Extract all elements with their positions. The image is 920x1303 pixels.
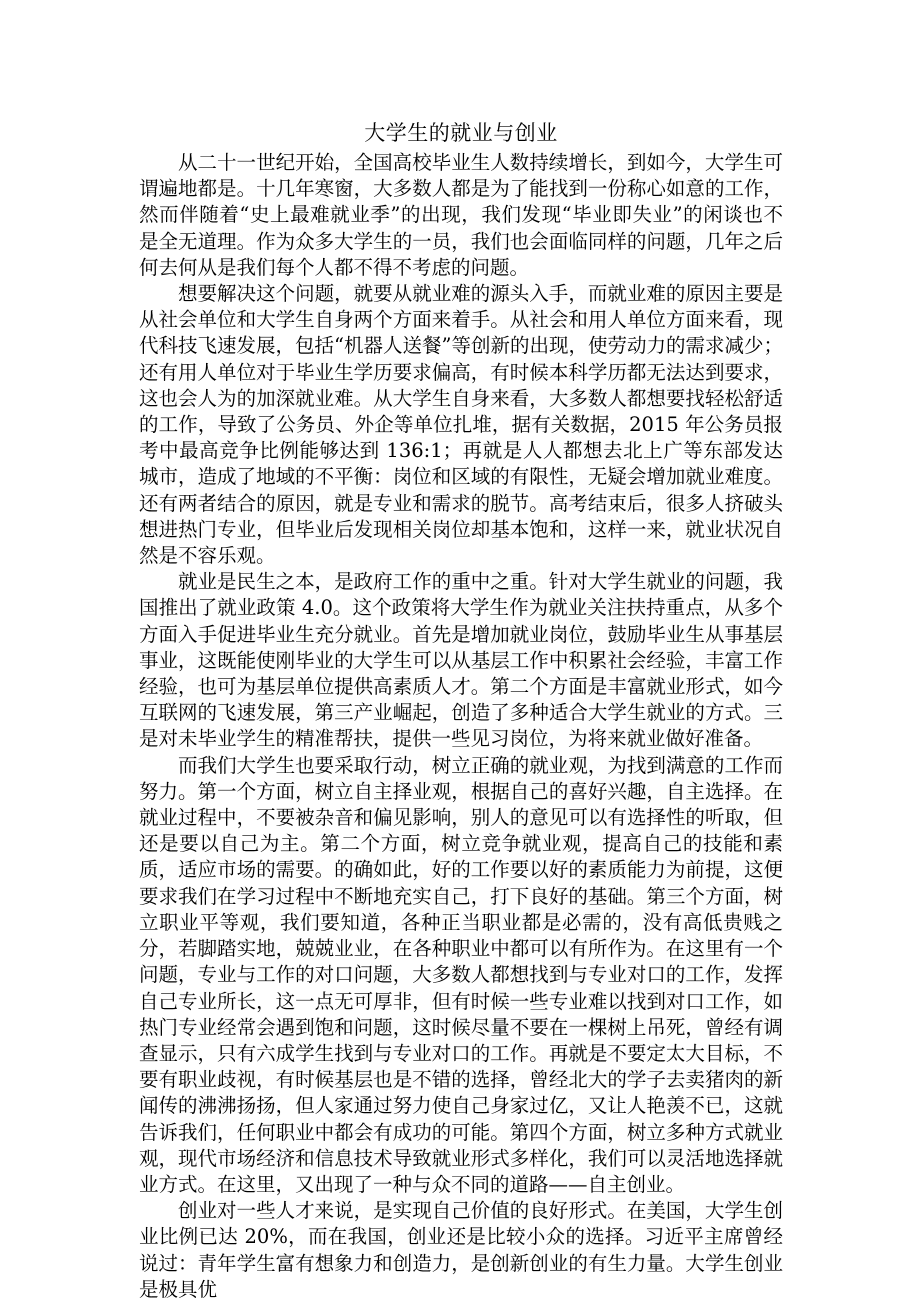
paragraph-4: 而我们大学生也要采取行动，树立正确的就业观，为找到满意的工作而努力。第一个方面，树立自主择业观，根据自己的喜好兴趣，自主选择。在就业过程中，不要被杂音和偏见影响，别人的意见可以有选择性的听取，但还是要以自己为主。第二个方面，树立竞争就业观，提高自己的技能和素质，适应市场的需要。的确如此，好的工作要以好的素质能力为前提，这便要求我们在学习过程中不断地充实自己，打下良好的基础。第三个方面，树立职业平等观，我们要知道，各种正当职业都是必需的，没有高低贵贱之分，若脚踏实地，兢兢业业，在各种职业中都可以有所作为。在这里有一个问题，专业与工作的对口问题，大多数人都想找到与专业对口的工作，发挥自己专业所长，这一点无可厚非，但有时候一些专业难以找到对口工作，如热门专业经常会遇到饱和问题，这时候尽量不要在一棵树上吊死，曾经有调查显示，只有六成学生找到与专业对口的工作。再就是不要定太大目标，不要有职业歧视，有时候基层也是不错的选择，曾经北大的学子去卖猪肉的新闻传的沸沸扬扬，但人家通过努力使自己身家过亿，又让人艳羡不已，这就告诉我们，任何职业中都会有成功的可能。第四个方面，树立多种方式就业观，现代市场经济和信息技术导致就业形式多样化，我们可以灵活地选择就业方式。在这里，又出现了一种与众不同的道路——自主创业。: [139, 753, 783, 1196]
paragraph-3: 就业是民生之本，是政府工作的重中之重。针对大学生就业的问题，我国推出了就业政策 4.0。这个政策将大学生作为就业关注扶持重点，从多个方面入手促进毕业生充分就业。首先是增加就业岗位，鼓励毕业生从事基层事业，这既能使刚毕业的大学生可以从基层工作中积累社会经验，丰富工作经验，也可为基层单位提供高素质人才。第二个方面是丰富就业形式，如今互联网的飞速发展，第三产业崛起，创造了多种适合大学生就业的方式。三是对未毕业学生的精准帮扶，提供一些见习岗位，为将来就业做好准备。: [139, 570, 783, 751]
paragraph-2: 想要解决这个问题，就要从就业难的源头入手，而就业难的原因主要是从社会单位和大学生自身两个方面来着手。从社会和用人单位方面来看，现代科技飞速发展，包括“机器人送餐”等创新的出现，使劳动力的需求减少；还有用人单位对于毕业生学历要求偏高，有时候本科学历都无法达到要求，这也会人为的加深就业难。从大学生自身来看，大多数人都想要找轻松舒适的工作，导致了公务员、外企等单位扎堆，据有关数据，2015 年公务员报考中最高竞争比例能够达到 136:1；再就是人人都想去北上广等东部发达城市，造成了地域的不平衡：岗位和区域的有限性，无疑会增加就业难度。还有两者结合的原因，就是专业和需求的脱节。高考结束后，很多人挤破头想进热门专业，但毕业后发现相关岗位却基本饱和，这样一来，就业状况自然是不容乐观。: [139, 282, 783, 568]
paragraph-1: 从二十一世纪开始，全国高校毕业生人数持续增长，到如今，大学生可谓遍地都是。十几年寒窗，大多数人都是为了能找到一份称心如意的工作，然而伴随着“史上最难就业季”的出现，我们发现“毕业即失业”的闲谈也不是全无道理。作为众多大学生的一员，我们也会面临同样的问题，几年之后何去何从是我们每个人都不得不考虑的问题。: [139, 151, 783, 279]
document-title: 大学生的就业与创业: [364, 121, 558, 145]
document-page: [139, 118, 783, 1303]
paragraph-5: 创业对一些人才来说，是实现自己价值的良好形式。在美国，大学生创业比例已达 20%，而在我国，创业还是比较小众的选择。习近平主席曾经说过：青年学生富有想象力和创造力，是创新创业的有生力量。大学生创业是极具优: [139, 1199, 783, 1301]
